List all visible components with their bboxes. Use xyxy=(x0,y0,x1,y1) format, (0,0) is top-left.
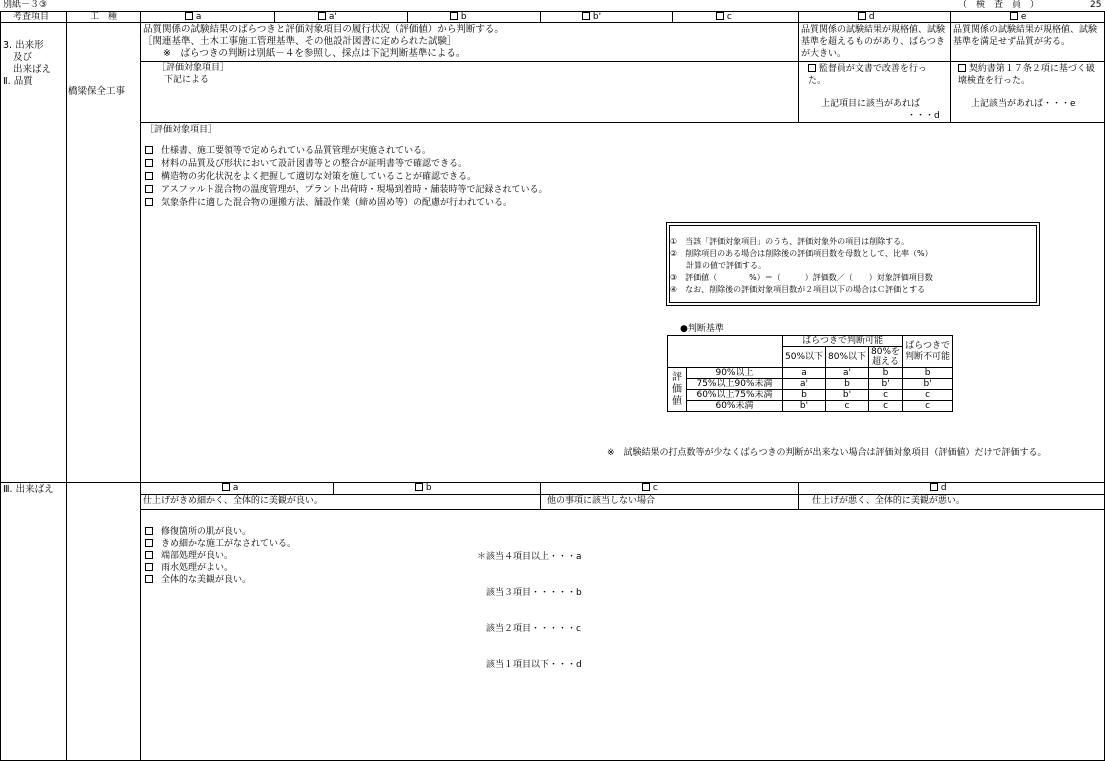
grade-e-header[interactable]: e xyxy=(1010,12,1026,23)
e-note: 上記該当があれば・・・e xyxy=(971,99,1076,109)
item3-description: 品質関係の試験結果のばらつきと評価対象項目の履行状況（評価値）から判断する。 ［関連基準、土木工事施工管理基準、その他設計図書に定められた試験］ ※ ばらつきの判断は別紙－４を参照し、採点は下記判断基準による。 xyxy=(143,24,504,59)
quality-item-checkbox[interactable] xyxy=(145,575,153,583)
grade3-b-checkbox[interactable] xyxy=(415,483,423,491)
work-type: 橋梁保全工事 xyxy=(68,86,126,97)
d-note-2: ・・・d xyxy=(907,111,940,121)
criteria-title: ●判断基準 xyxy=(680,324,724,334)
eval-item[interactable]: 気象条件に適した混合物の運搬方法、舗設作業（締め固め等）の配慮が行われている。 xyxy=(145,198,512,209)
eval-list xyxy=(145,146,645,216)
d-checkbox[interactable] xyxy=(808,64,816,72)
quality-item-checkbox[interactable] xyxy=(145,527,153,535)
rules-text: ① 当該「評価対象項目」のうち、評価対象外の項目は削除する。 ② 削除項目のある場合は削除後の評価項目数を母数として、比率（%） 計算の値で評価する。 ③ 評価値（ %）＝（ ）評価数／（ ）対象評価項目数 ④ なお、削除後の評価対象項目数が２項目以下の場合はＣ評価とする xyxy=(670,237,933,294)
grade3-d-desc: 仕上げが悪く、全体的に美観が悪い。 xyxy=(812,496,965,506)
grade3-a[interactable]: a xyxy=(222,483,238,494)
criteria-head-var: ばらつきで判断可能 xyxy=(783,336,903,347)
d-note: 上記項目に該当があれば xyxy=(821,99,921,109)
sub-header: ［評価対象項目］ xyxy=(157,63,230,73)
eval-item-checkbox[interactable] xyxy=(145,185,153,193)
grade-b2-checkbox[interactable] xyxy=(582,12,590,20)
grade-d-checkbox[interactable] xyxy=(858,12,866,20)
grade3-a-checkbox[interactable] xyxy=(222,483,230,491)
grade3-a-desc: 仕上げがきめ細かく、全体的に美観が良い。 xyxy=(143,496,323,506)
grade3-d[interactable]: d xyxy=(930,483,947,494)
header-work: 工 種 xyxy=(90,12,118,22)
score-rules: ＊該当４項目以上・・・a 該当３項目・・・・・b 該当２項目・・・・・c 該当１項目以下・・・d xyxy=(477,552,582,670)
header-item: 考査項目 xyxy=(13,12,50,22)
eval-item-checkbox[interactable] xyxy=(145,159,153,167)
quality-list xyxy=(145,527,445,593)
eval-item[interactable]: 構造物の劣化状況をよく把握して適切な対策を施していることが確認できる。 xyxy=(145,172,476,183)
criteria-row-head: 評価値 xyxy=(668,368,687,412)
eval-item[interactable]: アスファルト混合物の温度管理が、プラント出荷時・現場到着時・舗装時等で記録されている。 xyxy=(145,185,547,196)
grade3-c[interactable]: c xyxy=(642,483,658,494)
footnote: ※ 試験結果の打点数等が少なくばらつきの判断が出来ない場合は評価対象項目（評価値）だけで評価する。 xyxy=(607,448,1047,458)
criteria-head-novar: ばらつきで 判断不可能 xyxy=(903,336,953,368)
eval-item-checkbox[interactable] xyxy=(145,146,153,154)
grade-b-checkbox[interactable] xyxy=(450,12,458,20)
grade-a-checkbox[interactable] xyxy=(185,12,193,20)
grade-b2-header[interactable]: b' xyxy=(582,12,601,23)
inspector-label: （ 検 査 員 ） xyxy=(958,0,1040,10)
item3-label: 3. 出来形 及び 出来ばえ Ⅱ. 品質 xyxy=(3,40,52,87)
d-description: 品質関係の試験結果が規格値、試験基準を超えるものがあり、ばらつきが大きい。 xyxy=(801,25,946,59)
quality-item[interactable]: 雨水処理がよい。 xyxy=(145,563,233,574)
item3b-label: Ⅲ. 出来ばえ xyxy=(3,484,54,495)
quality-item-checkbox[interactable] xyxy=(145,539,153,547)
d-check[interactable]: 監督員が文書で改善を行った。 xyxy=(808,64,927,86)
grade3-c-checkbox[interactable] xyxy=(642,483,650,491)
grade-c-header[interactable]: c xyxy=(716,12,732,23)
e-description: 品質関係の試験結果が規格値、試験基準を満足せず品質が劣る。 xyxy=(953,25,1098,47)
grade3-c-desc: 他の事項に該当しない場合 xyxy=(547,496,656,506)
e-checkbox[interactable] xyxy=(958,64,966,72)
quality-item[interactable]: きめ細かな施工がなされている。 xyxy=(145,539,296,550)
grade-c-checkbox[interactable] xyxy=(716,12,724,20)
quality-item[interactable]: 端部処理が良い。 xyxy=(145,551,233,562)
quality-item-checkbox[interactable] xyxy=(145,563,153,571)
sub-text: 下記による xyxy=(164,75,210,85)
grade3-b[interactable]: b xyxy=(415,483,432,494)
quality-item[interactable]: 全体的な美観が良い。 xyxy=(145,575,251,586)
eval-item-checkbox[interactable] xyxy=(145,172,153,180)
grade-a2-header[interactable]: a' xyxy=(318,12,337,23)
eval-item[interactable]: 材料の品質及び形状において設計図書等との整合が証明書等で確認できる。 xyxy=(145,159,467,170)
grade-d-header[interactable]: d xyxy=(858,12,875,23)
e-check[interactable]: 契約書第１７条２項に基づく破壊検査を行った。 xyxy=(958,64,1095,86)
eval-header: ［評価対象項目］ xyxy=(145,125,218,135)
quality-item-checkbox[interactable] xyxy=(145,551,153,559)
grade-b-header[interactable]: b xyxy=(450,12,467,23)
eval-item-checkbox[interactable] xyxy=(145,198,153,206)
grade-a2-checkbox[interactable] xyxy=(318,12,326,20)
document-id: 別紙－３③ xyxy=(3,0,48,10)
grade-a-header[interactable]: a xyxy=(185,12,201,23)
page-number: 25 xyxy=(1090,0,1102,10)
grade3-d-checkbox[interactable] xyxy=(930,483,938,491)
grade-e-checkbox[interactable] xyxy=(1010,12,1018,20)
quality-item[interactable]: 修復箇所の肌が良い。 xyxy=(145,527,251,538)
eval-item[interactable]: 仕様書、施工要領等で定められている品質管理が実施されている。 xyxy=(145,146,431,157)
criteria-table: ばらつきで判断可能 ばらつきで 判断不可能 50%以下 80%以下 80%を 超える 評価値 90%以上 a a' b b 75%以上90%未満 a' b b' b' 60%以上75%未満 b b' c c 60%未満 b' c c c xyxy=(667,335,953,412)
